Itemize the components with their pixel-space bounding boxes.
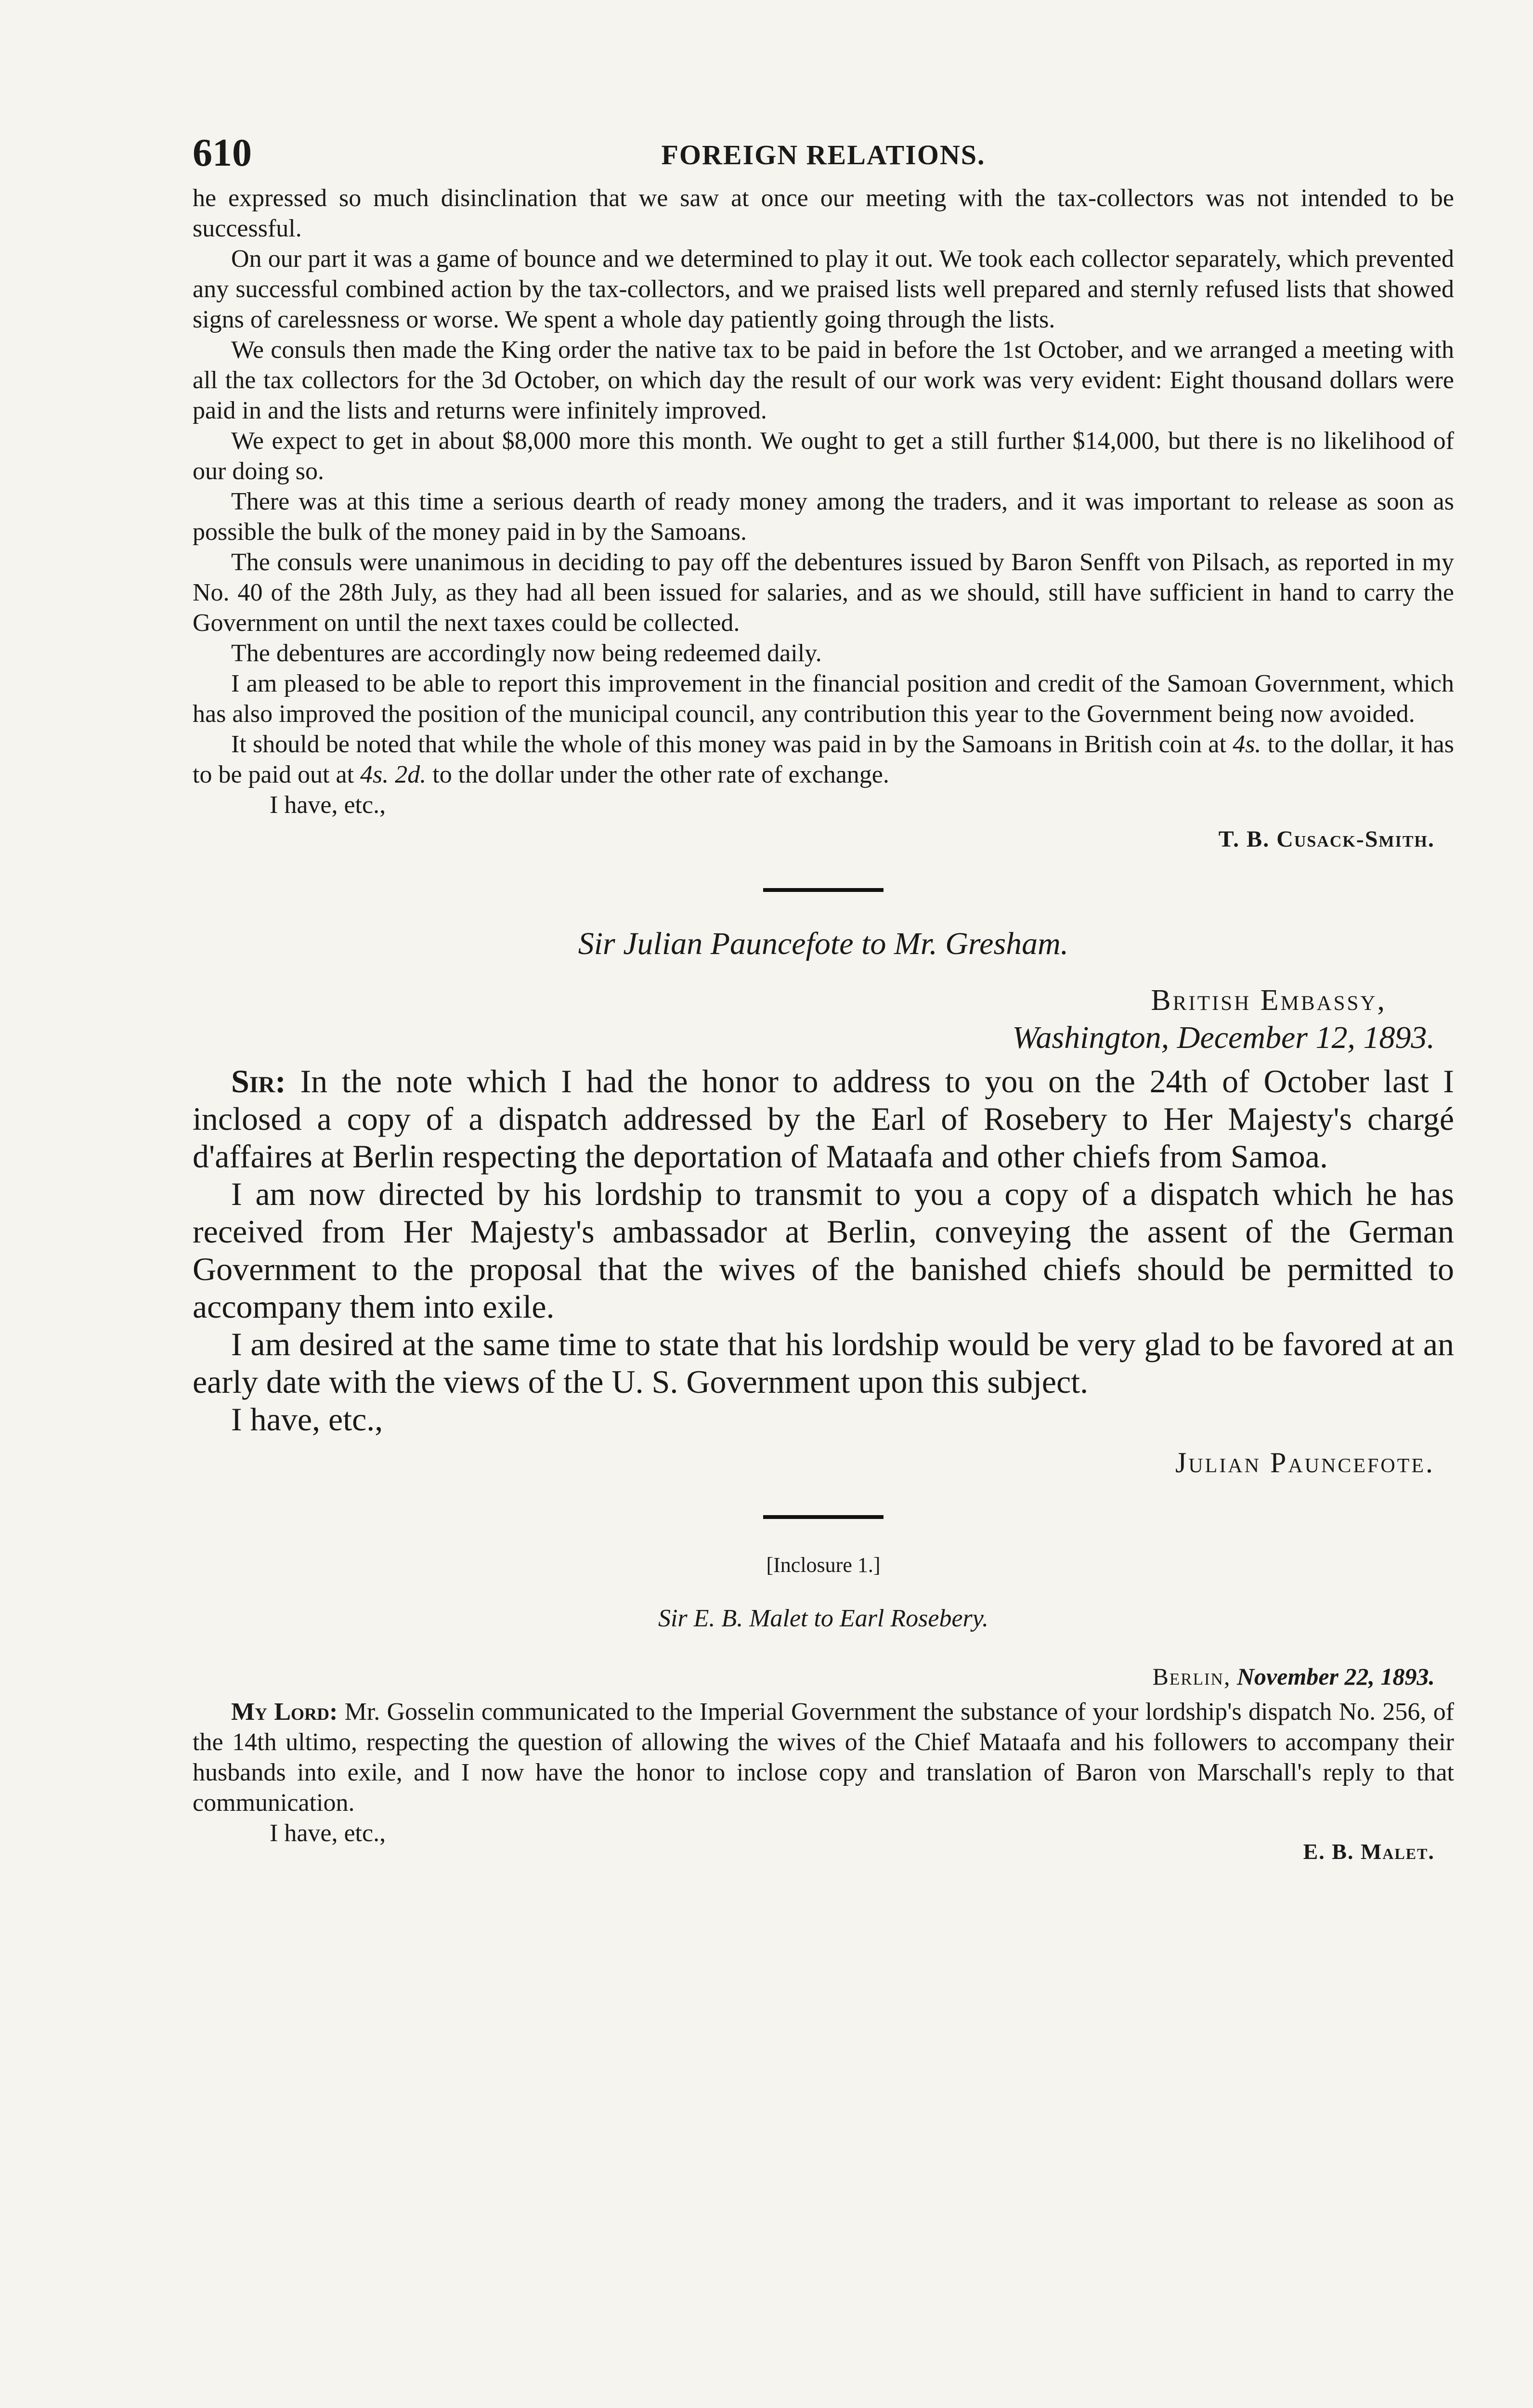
paragraph: We expect to get in about $8,000 more this month. We ought to get a still further $14,000, but there is no likelihood of our doing so.	[193, 427, 1454, 485]
paragraph: On our part it was a game of bounce and we determined to play it out. We took each collector separately, which prevented any successful combined action by the tax-collectors, and we praised lists well prepared and sternly refused lists that showed signs of carelessness or worse. We spent a whole day patiently going through the lists.	[193, 245, 1454, 333]
running-head	[193, 130, 1454, 183]
signature: T. B. Cusack-Smith.	[1218, 826, 1435, 852]
paragraph: I am now directed by his lordship to transmit to you a copy of a dispatch which he has received from Her Majesty's ambassador at Berlin, conveying the assent of the German Government to the proposal that the wives of the banished chiefs should be permitted to accompany them into exile.	[193, 1176, 1454, 1325]
letter-heading: Sir E. B. Malet to Earl Rosebery.	[658, 1605, 988, 1632]
dateline-date: November 22, 1893.	[1236, 1663, 1435, 1690]
paragraph: The debentures are accordingly now being redeemed daily.	[231, 640, 822, 667]
salutation: Sir:	[231, 1063, 286, 1099]
paragraph: We consuls then made the King order the native tax to be paid in before the 1st October, and we arranged a meeting with all the tax collectors for the 3d October, on which day the result of our work was very evident: Eight thousand dollars were paid in and the lists and returns were infinitely improved.	[193, 336, 1454, 424]
running-title: FOREIGN RELATIONS.	[661, 139, 986, 170]
dateline-date: Washington, December 12, 1893.	[1012, 1020, 1435, 1055]
page-number: 610	[193, 131, 252, 174]
dateline-place: Berlin,	[1152, 1663, 1231, 1690]
paragraph: The consuls were unanimous in deciding to pay off the debentures issued by Baron Senfft von Pilsach, as reported in my No. 40 of the 28th July, as they had all been issued for salaries, and as we should, still have sufficient in hand to carry the Government on until the next taxes could be collected.	[193, 549, 1454, 637]
section-divider	[763, 888, 883, 892]
closing: I have, etc.,	[270, 1819, 386, 1847]
closing: I have, etc.,	[231, 1401, 383, 1438]
paragraph: There was at this time a serious dearth of ready money among the traders, and it was important to release as soon as possible the bulk of the money paid in by the Samoans.	[193, 488, 1454, 546]
letter-malet	[193, 1553, 1454, 1864]
dateline	[193, 1662, 1435, 1692]
section-divider	[763, 1515, 883, 1519]
dateline-place: British Embassy,	[1151, 984, 1387, 1017]
document-page	[193, 130, 1454, 1864]
letter-pauncefote	[193, 926, 1454, 1481]
closing: I have, etc.,	[270, 791, 386, 819]
paragraph: I am pleased to be able to report this improvement in the financial position and credit of the Samoan Government, which has also improved the position of the municipal council, any contribution this year to the Government being now avoided.	[193, 670, 1454, 728]
inclosure-label: [Inclosure 1.]	[766, 1553, 881, 1577]
letter-heading: Sir Julian Pauncefote to Mr. Gresham.	[578, 926, 1069, 961]
paragraph: Sir: In the note which I had the honor to address to you on the 24th of October last I inclosed a copy of a dispatch addressed by the Earl of Rosebery to Her Majesty's chargé d'affaires at Berlin respecting the deportation of Mataafa and other chiefs from Samoa.	[193, 1063, 1454, 1175]
paragraph-exchange: It should be noted that while the whole of this money was paid in by the Samoans in British coin at 4s. to the dollar, it has to be paid out at 4s. 2d. to the dollar under the other rate of exchange.	[193, 731, 1454, 788]
letter-cusack-smith	[193, 183, 1454, 854]
paragraph: I am desired at the same time to state that his lordship would be very glad to be favored at an early date with the views of the U. S. Government upon this subject.	[193, 1326, 1454, 1400]
paragraph: My Lord: Mr. Gosselin communicated to the Imperial Government the substance of your lordship's dispatch No. 256, of the 14th ultimo, respecting the question of allowing the wives of the Chief Mataafa and his followers to accompany their husbands into exile, and I now have the honor to inclose copy and translation of Baron von Marschall's reply to that communication.	[193, 1698, 1455, 1817]
signature: Julian Pauncefote.	[1175, 1447, 1435, 1479]
paragraph: he expressed so much disinclination that we saw at once our meeting with the tax-collectors was not intended to be successful.	[193, 184, 1454, 242]
salutation: My Lord:	[231, 1698, 338, 1726]
signature: E. B. Malet.	[1303, 1839, 1435, 1864]
